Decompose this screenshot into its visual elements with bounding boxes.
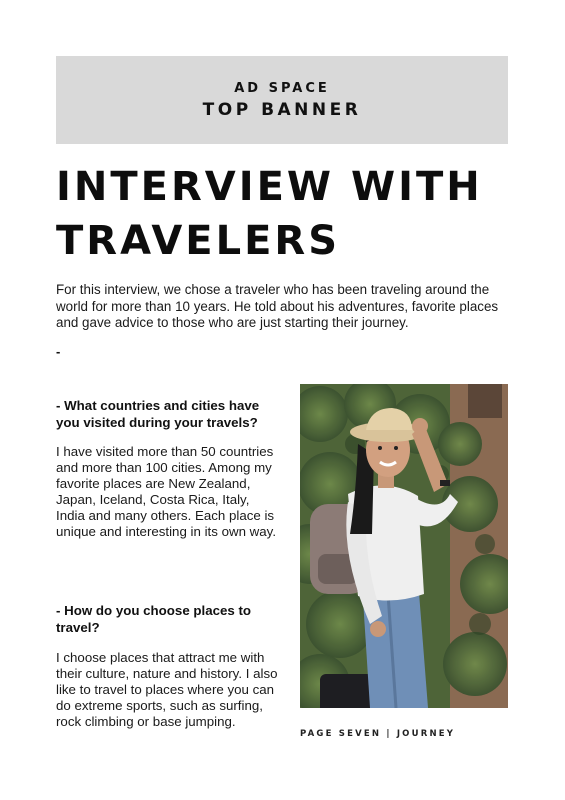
answer-1: I have visited more than 50 countries and more than 100 cities. Among my favorite places are New Zealand, Japan, Iceland, Costa Rica, Italy, India and many others. Each place is unique and interesting in its own way. xyxy=(56,444,277,539)
traveler-illustration xyxy=(300,384,508,708)
ad-space-label: AD SPACE xyxy=(234,80,330,96)
page-title xyxy=(56,160,526,268)
intro-paragraph: For this interview, we chose a traveler who has been traveling around the world for more than 10 years. He told about his adventures, favorite places and gave advice to those who are just starting their journey. xyxy=(56,282,499,330)
question-1: - What countries and cities have you visited during your travels? xyxy=(56,398,260,430)
ad-banner xyxy=(56,56,508,144)
title-line-1: INTERVIEW WITH xyxy=(56,164,483,210)
title-line-2: TRAVELERS xyxy=(56,218,341,264)
answer-2: I choose places that attract me with their culture, nature and history. I also like to travel to places where you can do extreme sports, such as surfing, rock climbing or base jumping. xyxy=(56,650,278,729)
top-banner-label: TOP BANNER xyxy=(202,99,362,120)
question-2: - How do you choose places to travel? xyxy=(56,603,252,635)
separator-dash: - xyxy=(56,344,61,359)
page-caption: PAGE SEVEN | JOURNEY xyxy=(300,729,456,739)
traveler-photo xyxy=(300,384,508,708)
